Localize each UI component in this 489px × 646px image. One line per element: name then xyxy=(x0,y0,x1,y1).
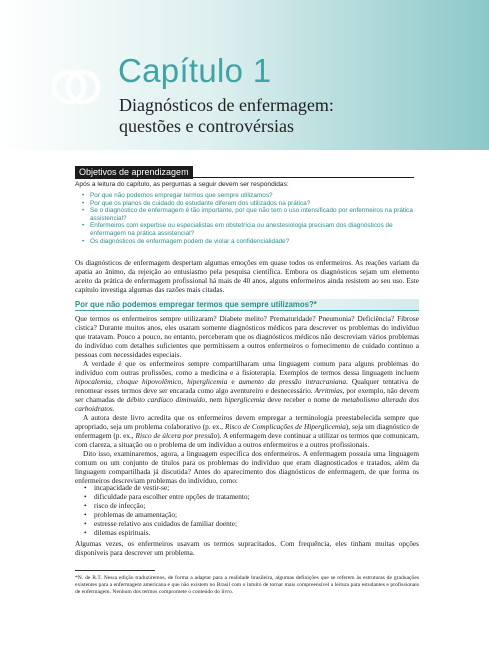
closing-paragraph xyxy=(75,539,419,557)
chapter-subtitle xyxy=(119,95,334,137)
list-item: • risco de infecção; xyxy=(84,501,250,510)
list-item: • dificuldade para escolher entre opções de tratamento; xyxy=(84,492,250,501)
body-paragraph-2: A verdade é que os enfermeiros sempre compartilharam uma linguagem comum para alguns problemas do indivíduo com outras profissões, como a medicina e a fisioterapia. Exemplos de termos dessa linguagem incluem hipocalemia, choque hipovolêmico, hiperglicemia e aumento da pressão intracraniana. Qualquer tentativa de renomear esses termos deve ser encarada como algo aventureiro e desnecessário. Arritmias, por exemplo, não devem ser chamadas de débito cardíaco diminuído, nem hiperglicemia deve receber o nome de metabolismo alterado dos carboidratos. xyxy=(75,359,420,413)
list-item: • dilemas espirituais. xyxy=(84,528,250,537)
objective-item: • Os diagnósticos de enfermagem podem de violar a confidencialidade? xyxy=(82,238,422,246)
footnote: *N. de R.T. Nessa edição traduziremos, de forma a adaptar para a realidade brasileira, algumas definições que se referem às estruturas de graduações existentes para a enfermagem americana e que não existem no Brasil com o intuito de tornar mais compreensível a leitura para estudantes e profissionais de enfermagem. Nenhum dos termos compromete o conteúdo do livro. xyxy=(75,575,419,595)
section-body xyxy=(75,314,419,485)
chapter-title: Capítulo 1 xyxy=(118,52,272,89)
chapter-subtitle-line1: Diagnósticos de enfermagem: xyxy=(119,95,334,115)
intro-paragraph-text: Os diagnósticos de enfermagem despertam algumas emoções em quase todos os enfermeiros. As reações variam da apatia ao ânimo, da rejeição ao entusiasmo pela pesquisa científica. Embora os diagnósticos sejam um elemento aceito da prática de enfermagem profissional há mais de 40 anos, alguns enfermeiros ainda resistem ao seu uso. Este capítulo investiga algumas das razões mais citadas. xyxy=(75,258,419,294)
footnote-rule xyxy=(75,570,155,571)
objective-item: • Se o diagnóstico de enfermagem é tão importante, por que não tem o uso intensificado por enfermeiros na prática assistencial? xyxy=(82,207,422,222)
objective-item: • Por que não podemos empregar termos que sempre utilizamos? xyxy=(82,192,422,200)
problem-bullet-list xyxy=(84,483,250,537)
list-item: • estresse relativo aos cuidados de familiar doente; xyxy=(84,519,250,528)
body-paragraph-1: Que termos os enfermeiros sempre utilizaram? Diabete melito? Prematuridade? Pneumonia? Deficiência? Fibrose cística? Durante muitos anos, eles usaram somente diagnósticos médicos para descrever os problemas do indivíduo que tratavam. Pouco a pouco, no entanto, perceberam que os diagnósticos médicos não descreviam vários problemas do indivíduo com detalhes suficientes que permitissem a outros enfermeiros o fornecimento de cuidado contínuo a pessoas com necessidades especiais. xyxy=(75,314,419,359)
chapter-subtitle-line2: questões e controvérsias xyxy=(119,116,294,136)
objective-item: • Enfermeiros com expertise ou especialistas em obstetrícia ou anestesiologia precisam dos diagnósticos de enfermagem na prática assistencial? xyxy=(82,222,422,237)
body-paragraph-4: Dito isso, examinaremos, agora, a linguagem específica dos enfermeiros. A enfermagem possuía uma linguagem comum ou um conjunto de títulos para os problemas do indivíduo que eram diagnosticados e tratados, além da linguagem compartilhada já discutida? Antes do aparecimento dos diagnósticos de enfermagem, de que forma os enfermeiros descreviam problemas do indivíduo, como: xyxy=(75,449,419,485)
chapter-rings-logo-icon xyxy=(50,65,102,109)
body-paragraph-5: Algumas vezes, os enfermeiros usavam os termos supracitados. Com frequência, eles tinham muitas opções disponíveis para descrever um problema. xyxy=(75,539,419,557)
objective-item: • Por que os planos de cuidado do estudante diferem dos utilizados na prática? xyxy=(82,200,422,208)
body-paragraph-3: A autora deste livro acredita que os enfermeiros devem empregar a terminologia preestabelecida sempre que apropriado, seja um problema colaborativo (p. ex., Risco de Complicações de Hiperglicemia), seja um diagnóstico de enfermagem (p. ex., Risco de úlcera por pressão). A enfermagem deve continuar a utilizar os termos que comunicam, com clareza, a situação ou o problema de um indivíduo a outros enfermeiros e a outros profissionais. xyxy=(75,413,419,449)
objectives-rule xyxy=(75,177,414,178)
objectives-intro: Após a leitura do capítulo, as perguntas a seguir devem ser respondidas: xyxy=(75,181,289,188)
list-item: • problemas de amamentação; xyxy=(84,510,250,519)
objectives-list xyxy=(82,192,422,245)
intro-paragraph xyxy=(75,258,419,294)
section-title: Por que não podemos empregar termos que sempre utilizamos?* xyxy=(75,300,317,309)
list-item: • incapacidade de vestir-se; xyxy=(84,483,250,492)
objectives-heading: Objetivos de aprendizagem xyxy=(75,166,193,179)
